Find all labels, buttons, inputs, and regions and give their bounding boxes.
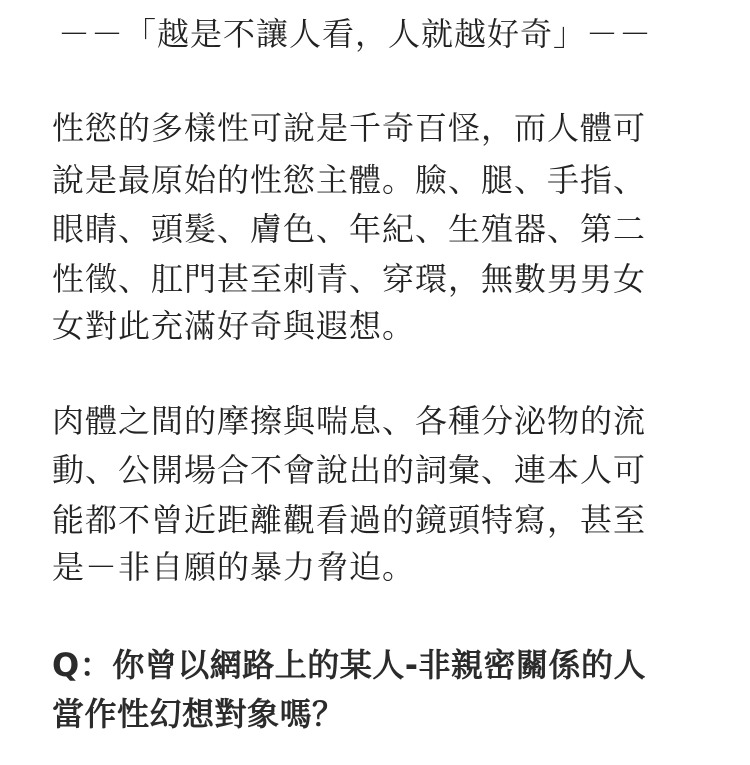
paragraph-line: 性徵、肛門甚至刺青、穿環，無數男男女 [52, 260, 647, 298]
paragraph-line: 是－非自願的暴力脅迫。 [52, 548, 416, 586]
paragraph-line: 肉體之間的摩擦與喘息、各種分泌物的流 [52, 402, 647, 440]
paragraph-line: 眼睛、頭髮、膚色、年紀、生殖器、第二 [52, 210, 647, 248]
quote-line: －－「越是不讓人看，人就越好奇」－－ [58, 15, 653, 53]
paragraph-line: 動、公開場合不會說出的詞彙、連本人可 [52, 451, 647, 489]
paragraph-line: 性慾的多樣性可說是千奇百怪，而人體可 [52, 109, 647, 147]
question-line: 當作性幻想對象嗎？ [52, 695, 345, 733]
paragraph-line: 女對此充滿好奇與遐想。 [52, 307, 416, 345]
paragraph-line: 說是最原始的性慾主體。臉、腿、手指、 [52, 161, 647, 199]
question-line: Q：你曾以網路上的某人-非親密關係的人 [52, 646, 646, 684]
paragraph-line: 能都不曾近距離觀看過的鏡頭特寫，甚至 [52, 501, 647, 539]
